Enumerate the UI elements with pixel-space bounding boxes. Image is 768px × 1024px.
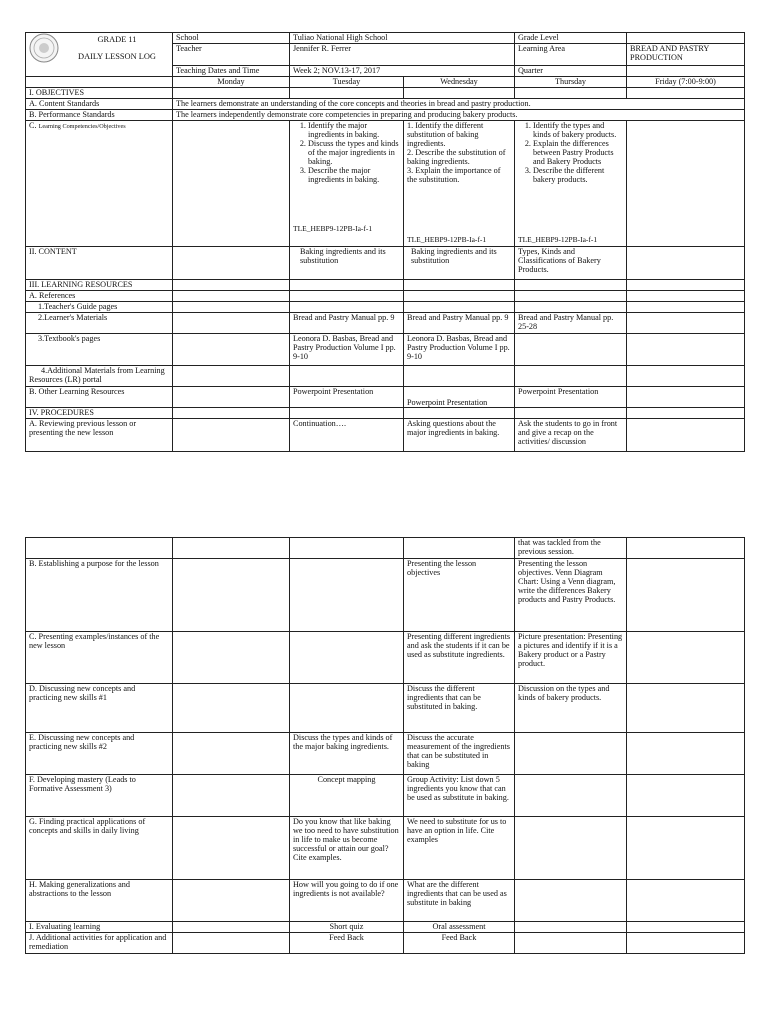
presenting-examples-label: C. Presenting examples/instances of the new lesson — [26, 632, 173, 684]
dates-value: Week 2; NOV.13-17, 2017 — [290, 66, 515, 77]
wednesday-objectives-cell — [404, 121, 515, 247]
daily-lesson-log-table-page-1 — [25, 32, 745, 452]
establishing-purpose-label: B. Establishing a purpose for the lesson — [26, 559, 173, 632]
continued-thursday: that was tackled from the previous session. — [515, 538, 627, 559]
objectives-heading: I. OBJECTIVES — [26, 88, 173, 99]
content-label: II. CONTENT — [26, 247, 173, 280]
wednesday-code: TLE_HEBP9-12PB-Ia-f-1 — [407, 234, 487, 244]
practical-applications-wednesday: We need to substitute for us to have an option in life. Cite examples — [404, 817, 515, 880]
developing-mastery-label: F. Developing mastery (Leads to Formative Assessment 3) — [26, 775, 173, 817]
thursday-objectives-list — [518, 121, 623, 184]
grade-level-label: Grade Level — [515, 33, 627, 44]
grade-title: GRADE 11 — [97, 35, 137, 45]
discussing-2-wednesday: Discuss the accurate measurement of the ingredients that can be substituted in baking — [404, 733, 515, 775]
other-resources-label: B. Other Learning Resources — [26, 387, 173, 408]
practical-applications-label: G. Finding practical applications of concepts and skills in daily living — [26, 817, 173, 880]
evaluating-label: I. Evaluating learning — [26, 922, 173, 933]
evaluating-wednesday: Oral assessment — [404, 922, 515, 933]
tuesday-code: TLE_HEBP9-12PB-Ia-f-1 — [293, 223, 373, 233]
thursday-objective: 2. Explain the differences between Pastry Products and Bakery Products — [533, 139, 623, 166]
discussing-1-wednesday: Discuss the different ingredients that can be substituted in baking. — [404, 684, 515, 733]
content-wednesday: Baking ingredients and its substitution — [404, 247, 515, 280]
wednesday-objective: 2. Describe the substitution of baking ingredients. — [407, 148, 506, 167]
other-wednesday: Powerpoint Presentation — [404, 387, 515, 408]
day-thursday: Thursday — [515, 77, 627, 88]
tuesday-objectives-list — [293, 121, 400, 184]
tuesday-objectives-cell — [290, 121, 404, 247]
discussing-2-tuesday: Discuss the types and kinds of the major baking ingredients. — [290, 733, 404, 775]
discussing-1-label: D. Discussing new concepts and practicing new skills #1 — [26, 684, 173, 733]
deped-seal-icon — [29, 33, 59, 63]
learning-resources-heading: III. LEARNING RESOURCES — [26, 280, 173, 291]
teacher-label: Teacher — [173, 44, 290, 66]
generalizations-label: H. Making generalizations and abstractions to the lesson — [26, 880, 173, 922]
reviewing-wednesday: Asking questions about the major ingredients in baking. — [404, 419, 515, 452]
thursday-objectives-cell — [515, 121, 627, 247]
competencies-label-cell — [26, 121, 173, 247]
generalizations-tuesday: How will you going to do if one ingredients is not available? — [290, 880, 404, 922]
tuesday-objective: 1. Identify the major ingredients in baking. — [308, 121, 400, 139]
learning-area-label: Learning Area — [515, 44, 627, 66]
establishing-purpose-wednesday: Presenting the lesson objectives — [404, 559, 515, 632]
learning-area-value: BREAD AND PASTRY PRODUCTION — [627, 44, 745, 66]
wednesday-objective: 1. Identify the different substitution of baking ingredients. — [407, 121, 484, 149]
lm-thursday: Bread and Pastry Manual pp. 25-28 — [515, 313, 627, 334]
developing-mastery-wednesday: Group Activity: List down 5 ingredients you know that can be used as substitute in baking. — [404, 775, 515, 817]
tuesday-objective: 3. Describe the major ingredients in baking. — [308, 166, 400, 184]
content-standards-text: The learners demonstrate an understanding of the core concepts and theories in bread and pastry production. — [173, 99, 745, 110]
lm-tuesday: Bread and Pastry Manual pp. 9 — [290, 313, 404, 334]
thursday-objective: 1. Identify the types and kinds of bakery products. — [533, 121, 623, 139]
discussing-2-label: E. Discussing new concepts and practicing new skills #2 — [26, 733, 173, 775]
lm-wednesday: Bread and Pastry Manual pp. 9 — [404, 313, 515, 334]
daily-lesson-log-table-page-2 — [25, 537, 745, 954]
tb-tuesday: Leonora D. Basbas, Bread and Pastry Production Volume I pp. 9-10 — [290, 334, 404, 366]
additional-activities-wednesday: Feed Back — [404, 933, 515, 954]
dates-label: Teaching Dates and Time — [173, 66, 290, 77]
school-value: Tuliao National High School — [290, 33, 515, 44]
day-friday: Friday (7:00-9:00) — [627, 77, 745, 88]
developing-mastery-tuesday: Concept mapping — [290, 775, 404, 817]
thursday-objective: 3. Describe the different bakery products. — [533, 166, 623, 184]
quarter-label: Quarter — [515, 66, 627, 77]
performance-standards-label: B. Performance Standards — [26, 110, 173, 121]
wednesday-objective: 3. Explain the importance of the substitution. — [407, 166, 501, 185]
learners-materials-label: 2.Learner's Materials — [26, 313, 173, 334]
tuesday-objective: 2. Discuss the types and kinds of the major ingredients in baking. — [308, 139, 400, 166]
header-logo-cell — [26, 33, 173, 77]
school-label: School — [173, 33, 290, 44]
establishing-purpose-thursday: Presenting the lesson objectives. Venn Diagram Chart: Using a Venn diagram, write the differences Bakery products and Pastry Products. — [515, 559, 627, 632]
competencies-prefix: C. — [29, 121, 37, 130]
day-wednesday: Wednesday — [404, 77, 515, 88]
practical-applications-tuesday: Do you know that like baking we too need to have substitution in life to make us become successful or attain our goal? Cite examples. — [290, 817, 404, 880]
reviewing-tuesday: Continuation…. — [290, 419, 404, 452]
performance-standards-text: The learners independently demonstrate core competencies in preparing and producing bakery products. — [173, 110, 745, 121]
quarter-value — [627, 66, 745, 77]
teacher-value: Jennifer R. Ferrer — [290, 44, 515, 66]
content-standards-label: A. Content Standards — [26, 99, 173, 110]
generalizations-wednesday: What are the different ingredients that can be used as substitute in baking — [404, 880, 515, 922]
content-tuesday: Baking ingredients and its substitution — [290, 247, 404, 280]
evaluating-tuesday: Short quiz — [290, 922, 404, 933]
blank-cell — [26, 77, 173, 88]
content-thursday: Types, Kinds and Classifications of Bakery Products. — [515, 247, 627, 280]
thursday-code: TLE_HEBP9-12PB-Ia-f-1 — [518, 234, 598, 244]
other-thursday: Powerpoint Presentation — [515, 387, 627, 408]
competencies-label: Learning Competencies/Objectives — [38, 123, 126, 130]
presenting-examples-thursday: Picture presentation: Presenting a pictures and identify if it is a Bakery product or a Pastry product. — [515, 632, 627, 684]
presenting-examples-wednesday: Presenting different ingredients and ask the students if it can be used as substitute ingredients. — [404, 632, 515, 684]
additional-activities-tuesday: Feed Back — [290, 933, 404, 954]
day-tuesday: Tuesday — [290, 77, 404, 88]
additional-materials-label: 4.Additional Materials from Learning Resources (LR) portal — [26, 366, 173, 387]
additional-activities-label: J. Additional activities for application and remediation — [26, 933, 173, 954]
discussing-1-thursday: Discussion on the types and kinds of bakery products. — [515, 684, 627, 733]
day-monday: Monday — [173, 77, 290, 88]
tb-wednesday: Leonora D. Basbas, Bread and Pastry Production Volume I pp. 9-10 — [404, 334, 515, 366]
log-title: DAILY LESSON LOG — [78, 51, 156, 61]
grade-level-value — [627, 33, 745, 44]
textbook-label: 3.Textbook's pages — [26, 334, 173, 366]
reviewing-label: A. Reviewing previous lesson or presenting the new lesson — [26, 419, 173, 452]
teachers-guide-label: 1.Teacher's Guide pages — [26, 302, 173, 313]
other-tuesday: Powerpoint Presentation — [290, 387, 404, 408]
references-label: A. References — [26, 291, 173, 302]
reviewing-thursday: Ask the students to go in front and give a recap on the activities/ discussion — [515, 419, 627, 452]
procedures-heading: IV. PROCEDURES — [26, 408, 173, 419]
